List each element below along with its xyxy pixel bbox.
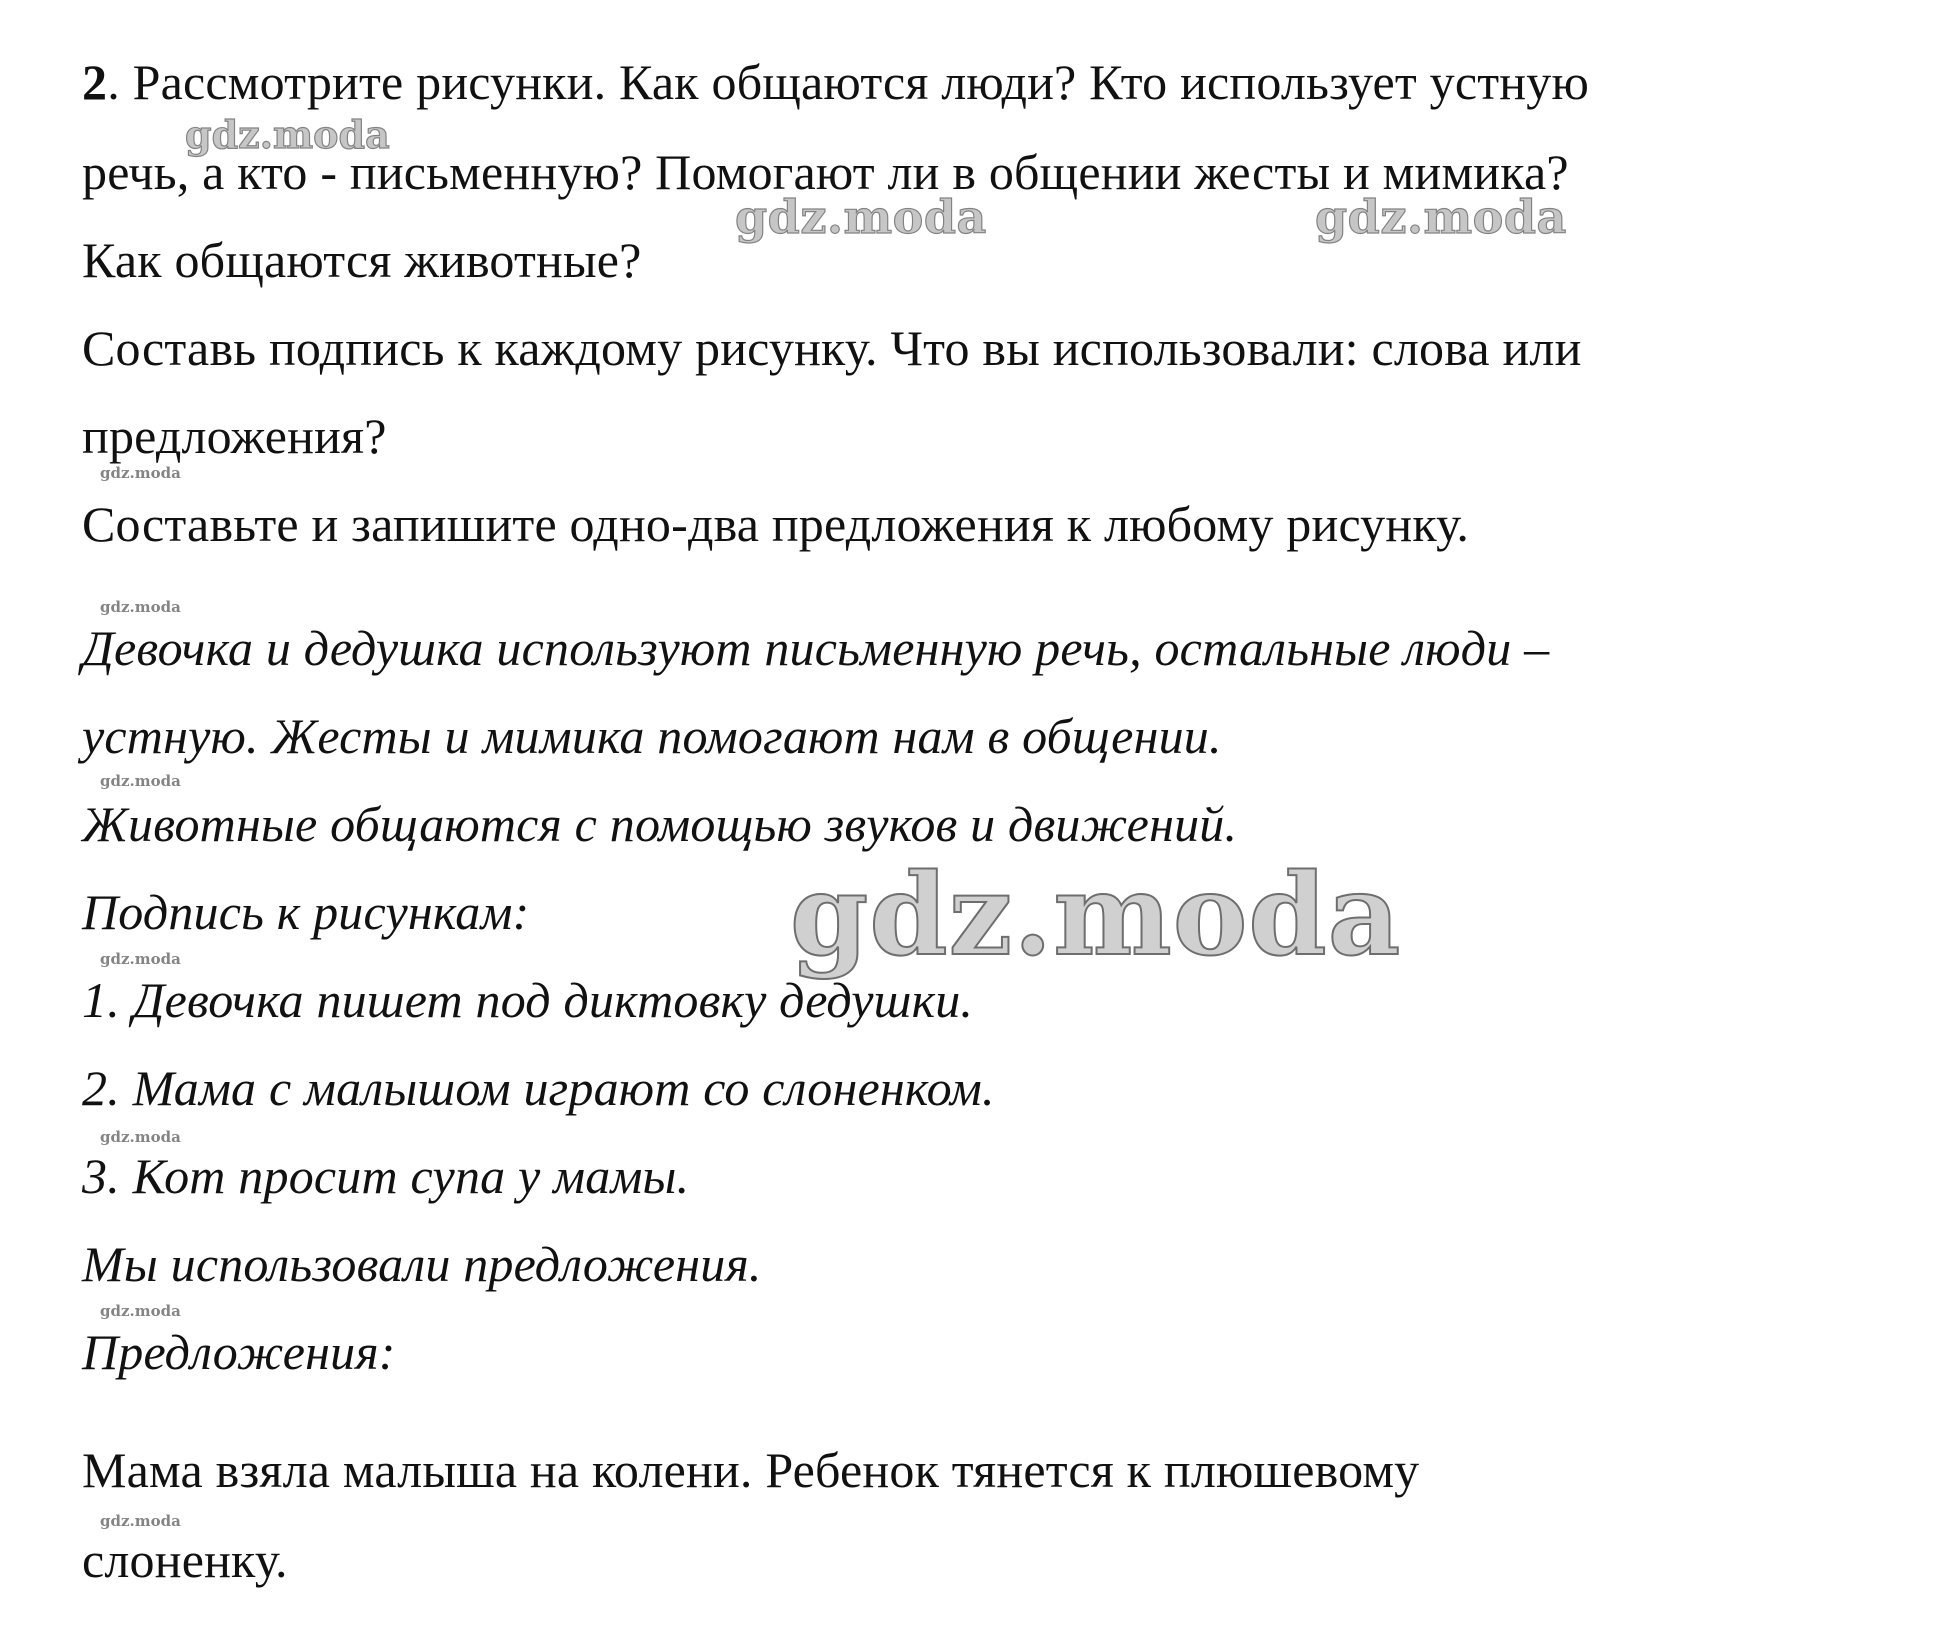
answer-line-2: устную. Жесты и мимика помогают нам в общении.	[82, 708, 1222, 764]
captions-heading: Подпись к рисункам:	[82, 884, 530, 940]
watermark-logo-small: gdz.moda	[100, 598, 181, 616]
task-line-6: Составьте и запишите одно-два предложения к любому рисунку.	[82, 496, 1470, 552]
task-line-1-text: . Рассмотрите рисунки. Как общаются люди? Кто использует устную	[107, 54, 1590, 110]
watermark-logo-large: gdz.moda	[790, 850, 1402, 981]
task-number: 2	[82, 54, 108, 110]
watermark-logo: gdz.moda	[185, 112, 390, 157]
watermark-logo-small: gdz.moda	[100, 464, 181, 482]
final-line-1: Мама взяла малыша на колени. Ребенок тянется к плюшевому	[82, 1442, 1420, 1498]
task-line-1	[82, 52, 1589, 112]
watermark-logo-small: gdz.moda	[100, 772, 181, 790]
watermark-logo-small: gdz.moda	[100, 1302, 181, 1320]
answer-line-3: Животные общаются с помощью звуков и движений.	[82, 796, 1238, 852]
watermark-logo: gdz.moda	[735, 190, 987, 244]
watermark-logo-small: gdz.moda	[100, 1512, 181, 1530]
used-sentences-line: Мы использовали предложения.	[82, 1236, 762, 1292]
watermark-logo-small: gdz.moda	[100, 950, 181, 968]
watermark-logo: gdz.moda	[1315, 190, 1567, 244]
final-line-2: слоненку.	[82, 1532, 288, 1588]
caption-item-1: 1. Девочка пишет под диктовку дедушки.	[82, 972, 974, 1028]
caption-item-3: 3. Кот просит супа у мамы.	[82, 1148, 690, 1204]
answer-line-1: Девочка и дедушка используют письменную речь, остальные люди –	[82, 620, 1550, 676]
task-line-5: предложения?	[82, 408, 387, 464]
watermark-logo-small: gdz.moda	[100, 1128, 181, 1146]
task-line-3: Как общаются животные?	[82, 232, 642, 288]
task-line-2: речь, а кто - письменную? Помогают ли в общении жесты и мимика?	[82, 144, 1569, 200]
sentences-heading: Предложения:	[82, 1324, 396, 1380]
task-line-4: Составь подпись к каждому рисунку. Что вы использовали: слова или	[82, 320, 1582, 376]
caption-item-2: 2. Мама с малышом играют со слоненком.	[82, 1060, 995, 1116]
